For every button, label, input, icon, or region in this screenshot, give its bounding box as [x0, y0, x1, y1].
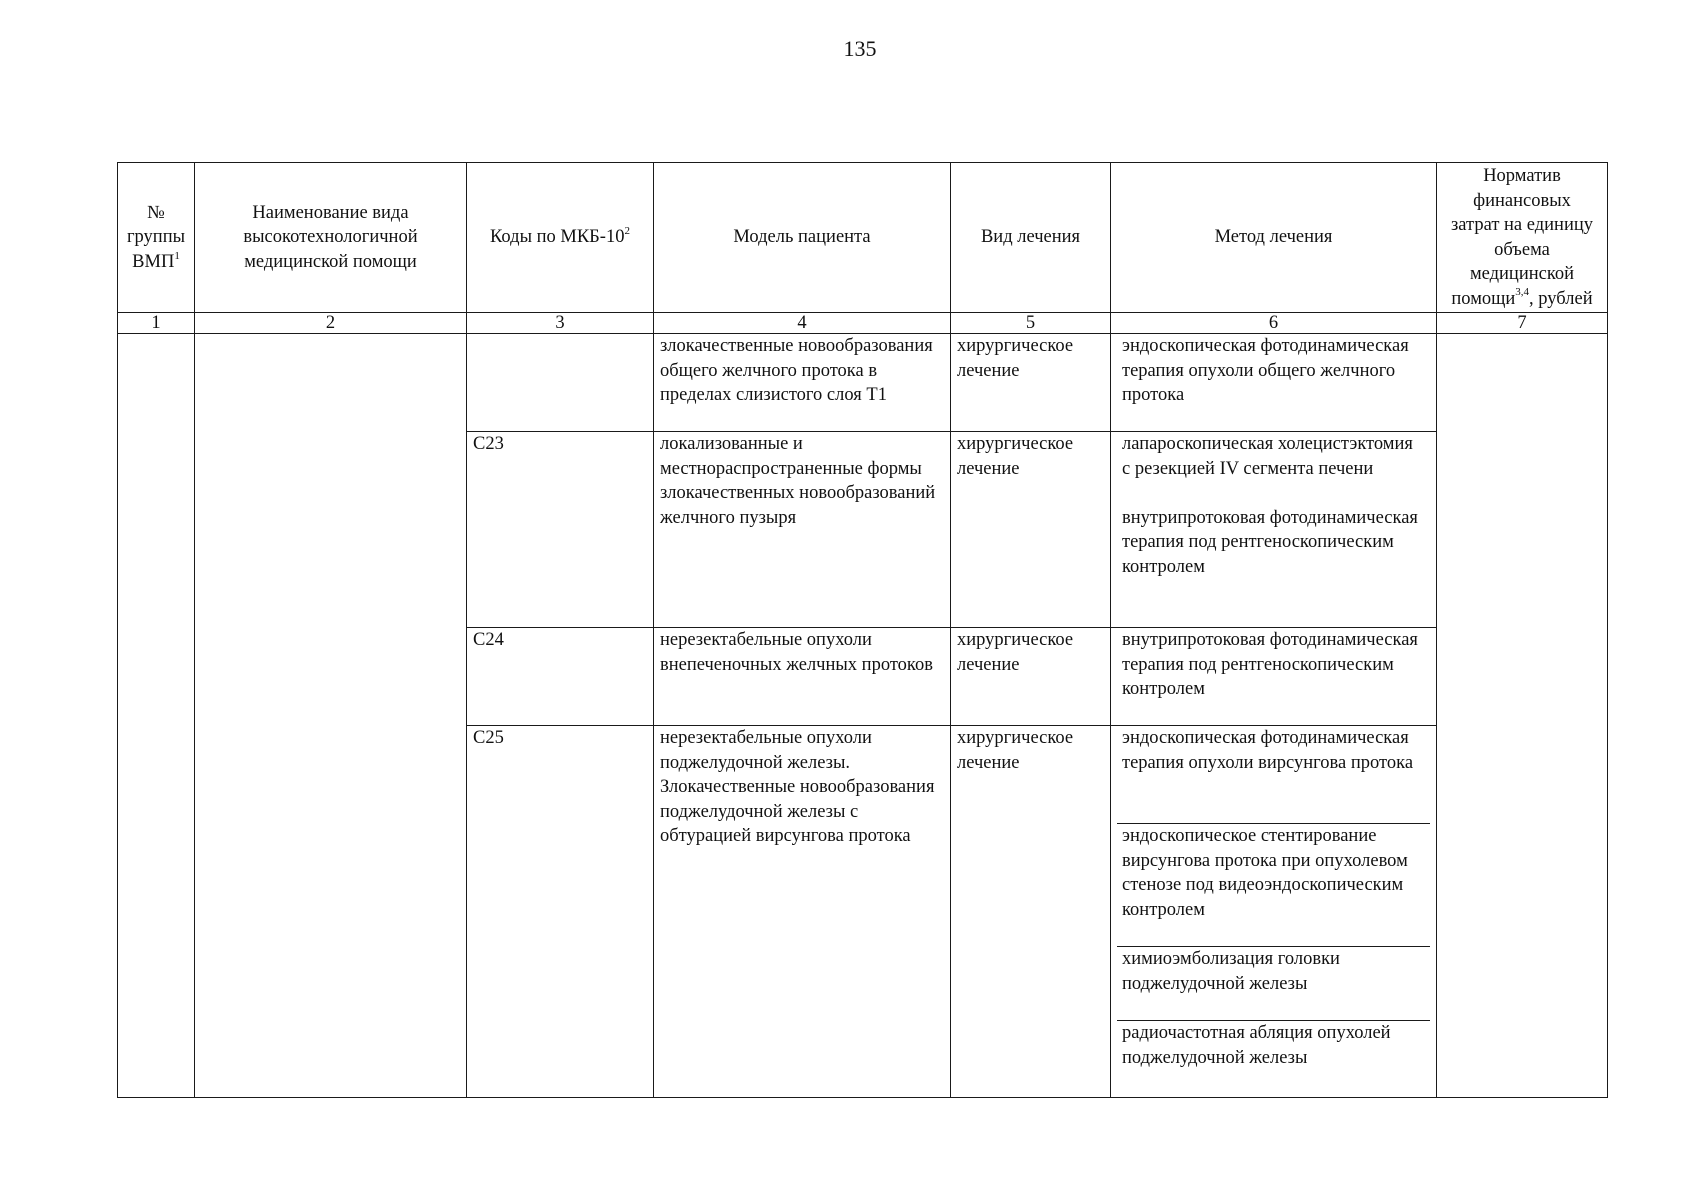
icd-code-cell: С24: [467, 628, 654, 726]
header-text: №: [147, 202, 165, 223]
header-text: медицинской: [1469, 264, 1575, 284]
header-text: ВМП: [132, 251, 175, 272]
method-text: лапароскопическая холецистэктомия с резекцией IV сегмента печени: [1122, 434, 1413, 479]
method-block: [1117, 334, 1430, 408]
method-text: эндоскопическая фотодинамическая терапия опухоли общего желчного протока: [1122, 336, 1409, 405]
method-block: [1117, 946, 1430, 1020]
method-text: эндоскопическая фотодинамическая терапия опухоли вирсунгова протока: [1122, 728, 1414, 773]
method-text: внутрипротоковая фотодинамическая терапия под рентгеноскопическим контролем: [1122, 507, 1418, 577]
treatment-type-cell: хирургическое лечение: [951, 628, 1111, 726]
header-text: группы: [126, 227, 186, 248]
footnote-ref: 2: [624, 225, 630, 238]
footnote-ref: 3,4: [1515, 286, 1530, 299]
header-text: финансовых: [1473, 190, 1571, 211]
treatment-type-cell: хирургическое лечение: [951, 432, 1111, 628]
header-text: медицинской помощи: [244, 251, 417, 272]
treatment-type-cell: хирургическое лечение: [951, 726, 1111, 1098]
vmp-table: [117, 162, 1608, 1098]
header-text: , рублей: [1529, 288, 1593, 309]
method-text: внутрипротоковая фотодинамическая терапия под рентгеноскопическим контролем: [1122, 630, 1418, 699]
column-number-row: [118, 313, 1608, 334]
icd-code-cell: С23: [467, 432, 654, 628]
header-text: объема: [1494, 239, 1550, 260]
group-number-cell: [118, 334, 195, 1098]
header-text: [1441, 287, 1603, 312]
header-icd-codes: [467, 163, 654, 313]
column-number: 3: [467, 313, 654, 334]
treatment-method-cell: [1111, 432, 1437, 628]
column-number: 7: [1437, 313, 1608, 334]
header-row: [118, 163, 1608, 313]
treatment-method-cell: [1111, 628, 1437, 726]
header-group-number: [118, 163, 195, 313]
header-text: затрат на единицу: [1450, 215, 1593, 235]
column-number: 2: [195, 313, 467, 334]
header-text: Норматив: [1483, 166, 1561, 186]
patient-model-cell: нерезектабельные опухоли внепеченочных желчных протоков: [654, 628, 951, 726]
header-text: Наименование вида: [252, 202, 409, 223]
header-text: высокотехнологичной: [243, 227, 418, 248]
icd-code-cell: С25: [467, 726, 654, 1098]
header-care-type: [195, 163, 467, 313]
method-text: радиочастотная абляция опухолей поджелудочной железы: [1122, 1023, 1391, 1068]
header-text: помощи: [1451, 288, 1516, 309]
page-number: 135: [843, 36, 877, 61]
method-block: [1117, 823, 1430, 946]
header-treatment-method: Метод лечения: [1111, 163, 1437, 313]
cost-standard-cell: [1437, 334, 1608, 1098]
header-text: Коды по МКБ-10: [490, 227, 625, 248]
method-block: [1117, 726, 1430, 823]
table-row: [118, 334, 1608, 432]
icd-code-cell: [467, 334, 654, 432]
treatment-method-cell: [1111, 726, 1437, 1098]
treatment-method-cell: [1111, 334, 1437, 432]
patient-model-cell: локализованные и местнораспространенные формы злокачественных новообразований желчного пузыря: [654, 432, 951, 628]
header-patient-model: Модель пациента: [654, 163, 951, 313]
column-number: 1: [118, 313, 195, 334]
care-type-cell: [195, 334, 467, 1098]
header-cost-standard: [1437, 163, 1608, 313]
method-block: [1117, 628, 1430, 702]
header-text: [122, 250, 190, 275]
method-text: химиоэмболизация головки поджелудочной железы: [1122, 949, 1340, 994]
method-text: эндоскопическое стентирование вирсунгова протока при опухолевом стенозе под видеоэндоскопическим контролем: [1122, 826, 1408, 920]
column-number: 5: [951, 313, 1111, 334]
footnote-ref: 1: [174, 249, 180, 262]
column-number: 6: [1111, 313, 1437, 334]
patient-model-cell: нерезектабельные опухоли поджелудочной железы. Злокачественные новообразования поджелудочной железы с обтурацией вирсунгова протока: [654, 726, 951, 1098]
header-treatment-type: Вид лечения: [951, 163, 1111, 313]
method-block: [1117, 432, 1430, 579]
patient-model-cell: злокачественные новообразования общего желчного протока в пределах слизистого слоя Т1: [654, 334, 951, 432]
method-block: [1117, 1020, 1430, 1094]
treatment-type-cell: хирургическое лечение: [951, 334, 1111, 432]
column-number: 4: [654, 313, 951, 334]
